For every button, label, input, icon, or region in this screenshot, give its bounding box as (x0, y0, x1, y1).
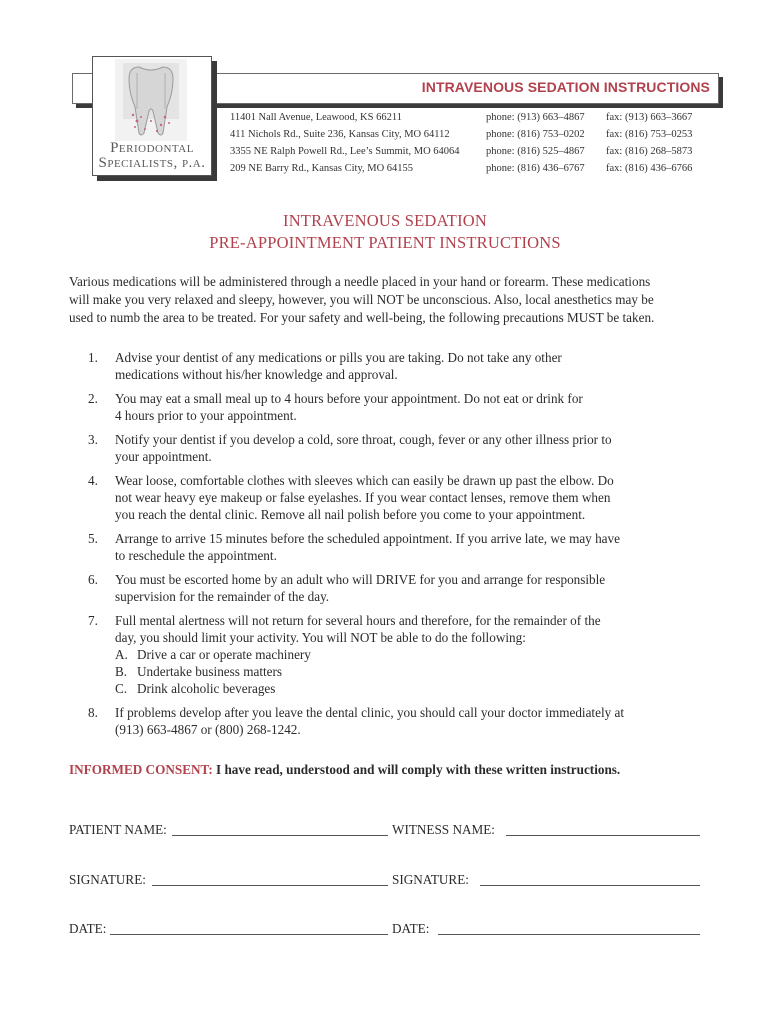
consent-text: I have read, understood and will comply with these written instructions. (216, 762, 621, 777)
item-line: Arrange to arrive 15 minutes before the scheduled appointment. If you arrive late, we may have (115, 531, 620, 546)
sub-item (115, 663, 709, 680)
item-line: your appointment. (115, 449, 212, 464)
item-number: 6. (88, 572, 98, 587)
location-phone: phone: (913) 663–4867 (486, 112, 585, 123)
item-number: 5. (88, 531, 98, 546)
location-fax: fax: (913) 663–3667 (606, 112, 693, 123)
item-line: 4 hours prior to your appointment. (115, 408, 297, 423)
location-row (230, 129, 700, 146)
logo-name-line2: Specialists, p.a. (98, 155, 206, 171)
location-phone: phone: (816) 753–0202 (486, 129, 585, 140)
logo-name-line1: Periodontal (110, 140, 194, 156)
logo-tooth-illustration-icon (115, 59, 187, 141)
location-fax: fax: (816) 268–5873 (606, 146, 693, 157)
patient-signature-label: SIGNATURE: (69, 872, 146, 887)
intro-line: will make you very relaxed and sleepy, however, you will NOT be unconscious. Also, local anesthetics may be (69, 292, 654, 307)
location-address: 11401 Nall Avenue, Leawood, KS 66211 (230, 112, 402, 123)
item-line: not wear heavy eye makeup or false eyelashes. If you wear contact lenses, remove them when (115, 490, 611, 505)
item-number: 8. (88, 705, 98, 720)
sub-item (115, 680, 709, 697)
item-line: Wear loose, comfortable clothes with sleeves which can easily be drawn up past the elbow. Do (115, 473, 614, 488)
header-title: INTRAVENOUS SEDATION INSTRUCTIONS (421, 79, 710, 95)
list-item (69, 472, 709, 523)
sub-item-letter: B. (115, 664, 128, 679)
intro-paragraph (69, 273, 709, 327)
list-item (69, 612, 709, 697)
item-number: 4. (88, 473, 98, 488)
item-number: 1. (88, 350, 98, 365)
list-item (69, 431, 709, 465)
intro-line: Various medications will be administered through a needle placed in your hand or forearm. These medications (69, 274, 651, 289)
list-item (69, 571, 709, 605)
sub-item-text: Undertake business matters (137, 664, 283, 679)
item-line: Advise your dentist of any medications or pills you are taking. Do not take any other (115, 350, 562, 365)
consent-label: INFORMED CONSENT: (69, 762, 213, 777)
document-subtitle: PRE-APPOINTMENT PATIENT INSTRUCTIONS (209, 233, 561, 252)
intro-line: used to numb the area to be treated. For your safety and well-being, the following precautions MUST be taken. (69, 310, 655, 325)
item-line: You must be escorted home by an adult who will DRIVE for you and arrange for responsible (115, 572, 606, 587)
item-line: If problems develop after you leave the dental clinic, you should call your doctor immediately at (115, 705, 625, 720)
item-line: you reach the dental clinic. Remove all nail polish before you come to your appointment. (115, 507, 586, 522)
location-row (230, 163, 700, 180)
location-fax: fax: (816) 436–6766 (606, 163, 693, 174)
location-phone: phone: (816) 436–6767 (486, 163, 585, 174)
item-line: medications without his/her knowledge and approval. (115, 367, 398, 382)
location-address: 3355 NE Ralph Powell Rd., Lee’s Summit, MO 64064 (230, 146, 460, 157)
item-line: Notify your dentist if you develop a cold, sore throat, cough, fever or any other illness prior to (115, 432, 612, 447)
document-title: INTRAVENOUS SEDATION (283, 211, 487, 230)
item-line: supervision for the remainder of the day. (115, 589, 330, 604)
sub-item-letter: C. (115, 681, 128, 696)
sub-item-text: Drive a car or operate machinery (137, 647, 311, 662)
location-phone: phone: (816) 525–4867 (486, 146, 585, 157)
item-number: 2. (88, 391, 98, 406)
sub-item (115, 646, 709, 663)
list-item (69, 390, 709, 424)
instructions-list (69, 349, 709, 745)
item-number: 3. (88, 432, 98, 447)
item-line: (913) 663-4867 or (800) 268-1242. (115, 722, 301, 737)
location-row (230, 112, 700, 129)
list-item (69, 530, 709, 564)
witness-signature-label: SIGNATURE: (392, 872, 469, 887)
witness-name-label: WITNESS NAME: (392, 822, 495, 837)
item-line: You may eat a small meal up to 4 hours before your appointment. Do not eat or drink for (115, 391, 583, 406)
list-item (69, 704, 709, 738)
item-line: to reschedule the appointment. (115, 548, 277, 563)
location-address: 209 NE Barry Rd., Kansas City, MO 64155 (230, 163, 414, 174)
patient-date-label: DATE: (69, 921, 107, 936)
item-line: Full mental alertness will not return for several hours and therefore, for the remainder of the (115, 613, 601, 628)
item-line: day, you should limit your activity. You will NOT be able to do the following: (115, 630, 526, 645)
list-item (69, 349, 709, 383)
witness-date-label: DATE: (392, 921, 430, 936)
locations-list (230, 112, 700, 180)
location-fax: fax: (816) 753–0253 (606, 129, 693, 140)
item-number: 7. (88, 613, 98, 628)
sub-item-letter: A. (115, 647, 128, 662)
location-address: 411 Nichols Rd., Suite 236, Kansas City, MO 64112 (230, 129, 450, 140)
practice-logo (92, 56, 212, 176)
sub-item-text: Drink alcoholic beverages (137, 681, 276, 696)
location-row (230, 146, 700, 163)
informed-consent (69, 762, 620, 778)
patient-name-label: PATIENT NAME: (69, 822, 167, 837)
